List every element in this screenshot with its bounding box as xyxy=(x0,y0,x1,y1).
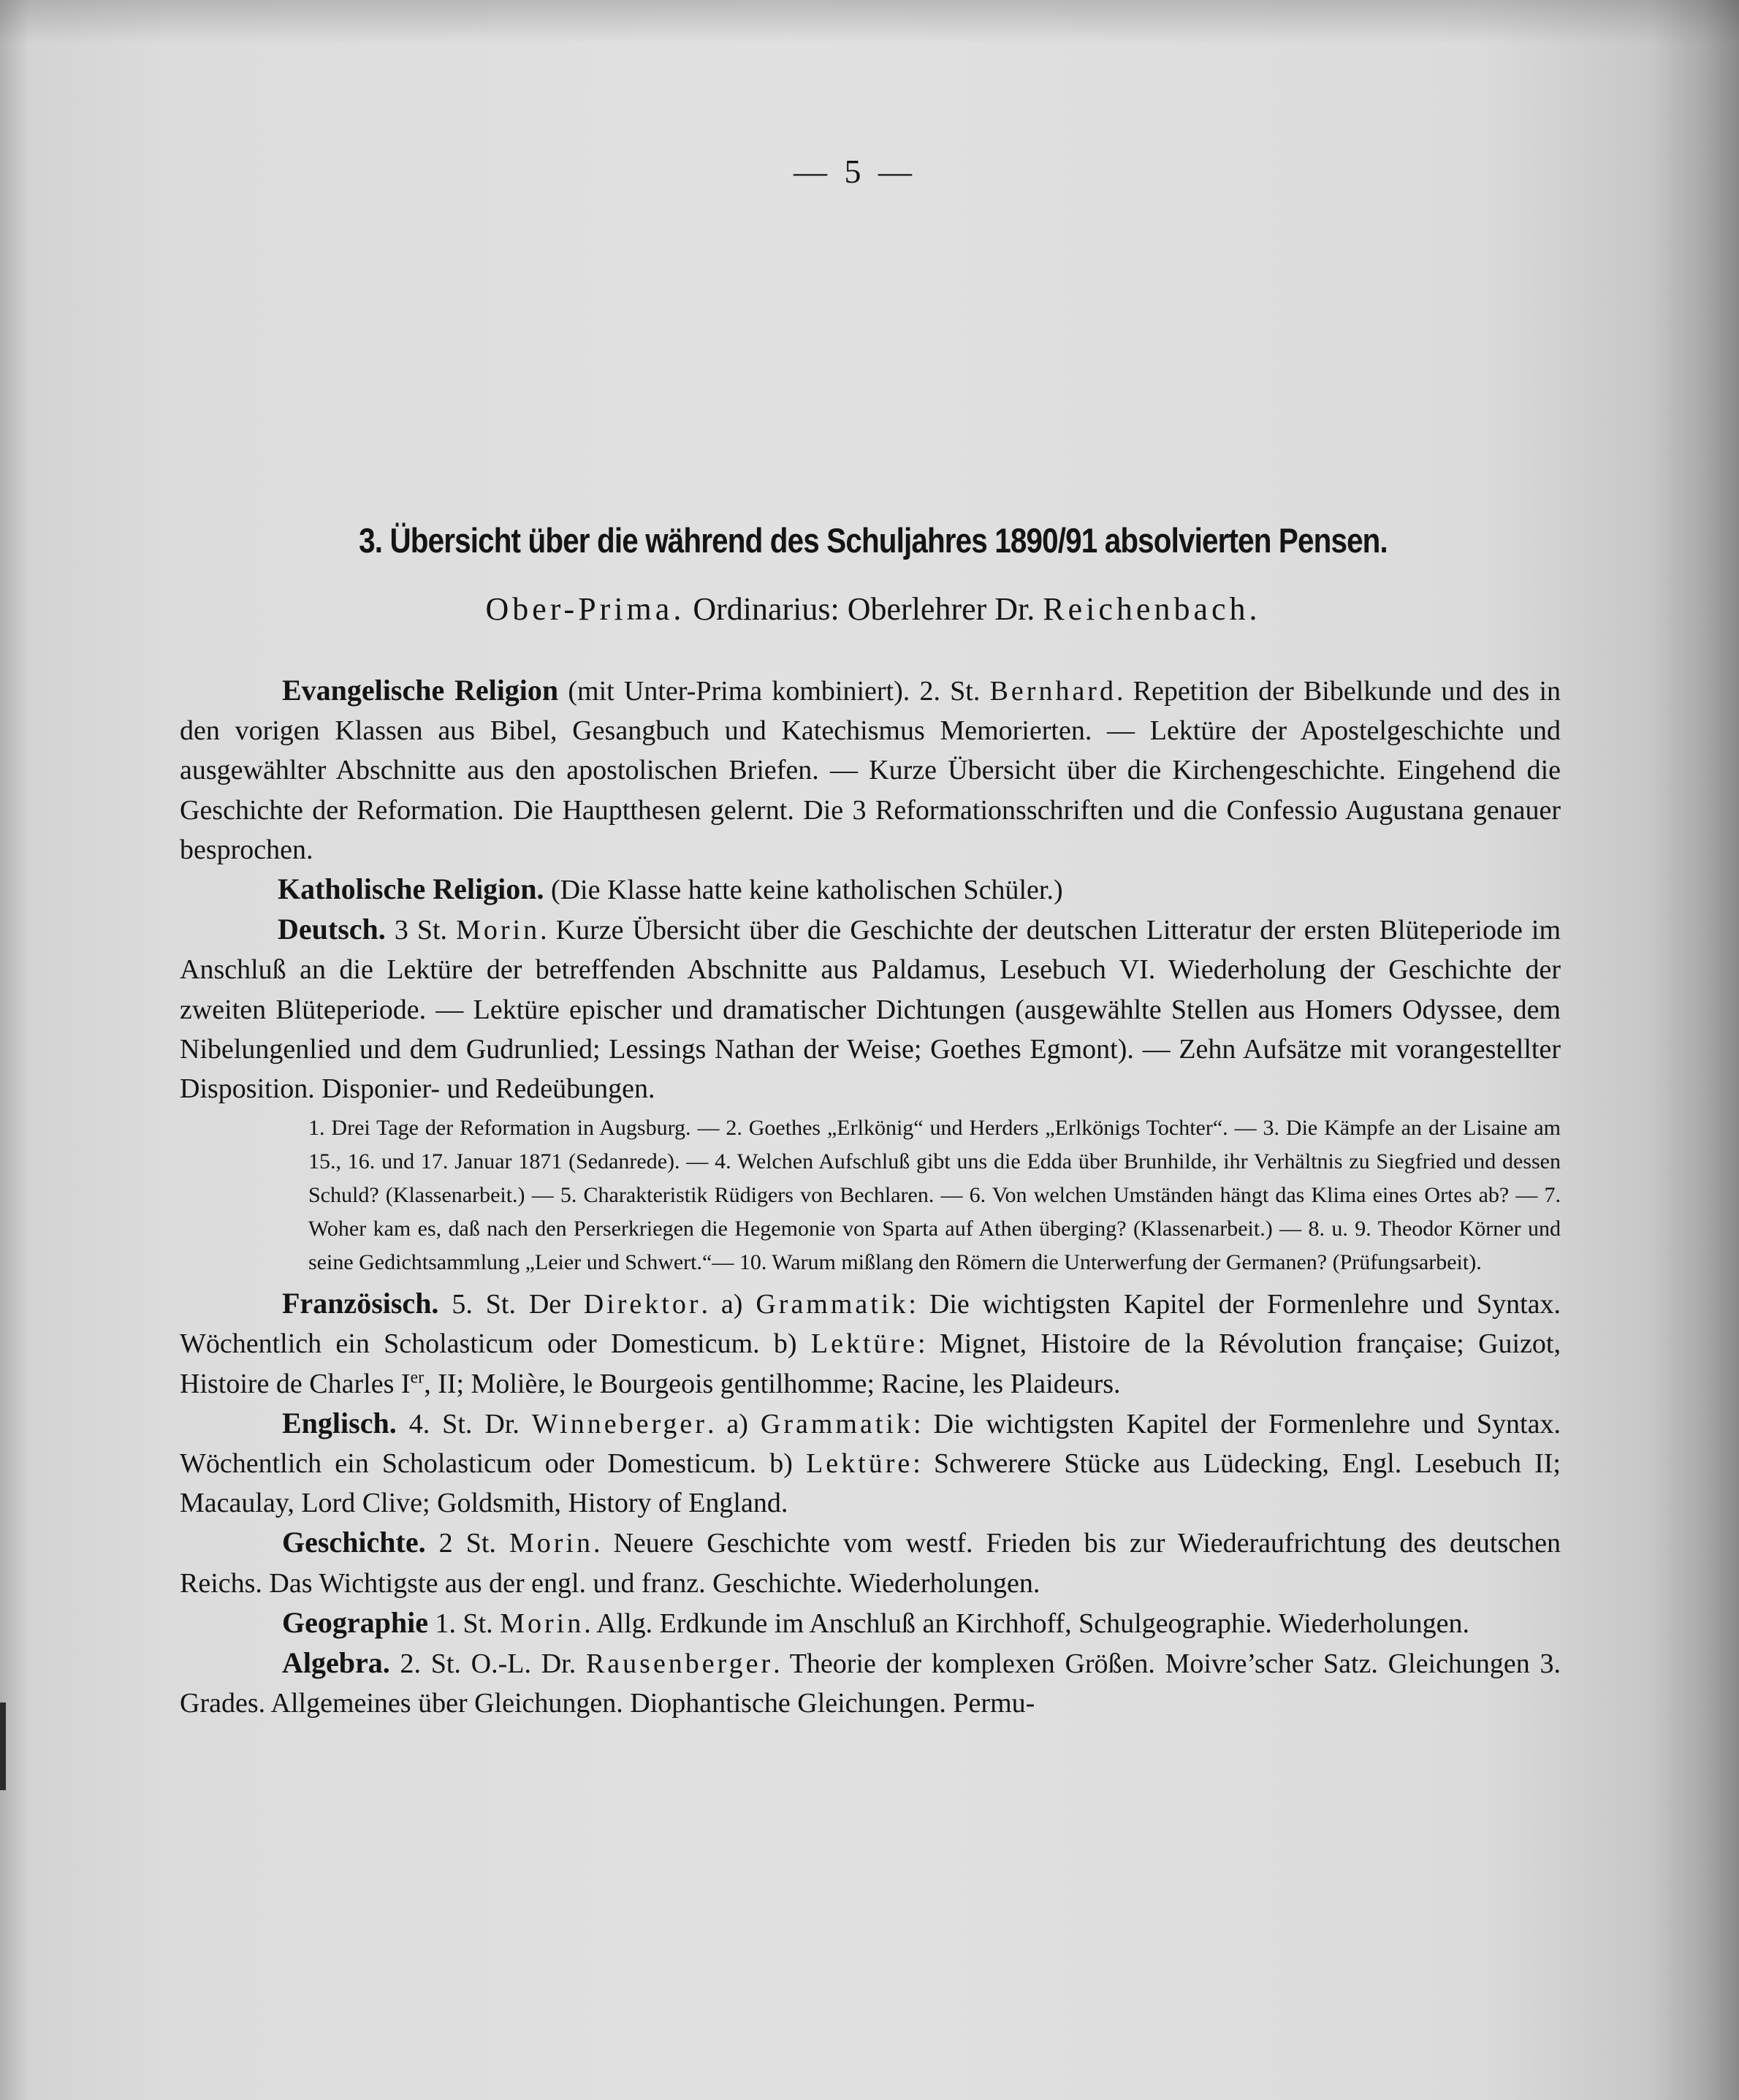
teacher-name: Reichenbach. xyxy=(1043,591,1261,627)
binding-mark xyxy=(0,1703,6,1790)
lektuere-label: Lektüre xyxy=(810,1328,918,1360)
subject-text: : Mignet, Histoire de la Révolution française; Guizot, Histoire de Charles I xyxy=(180,1328,1561,1399)
subject-text: . Neuere Geschichte vom westf. Frieden bis zur Wiederaufrichtung des deutschen Reichs. Das Wichtigste aus der engl. und franz. Geschichte. Wiederholungen. xyxy=(180,1528,1561,1599)
subject-text: 2 St. xyxy=(425,1528,509,1559)
ordinarius-label: Ordinarius: xyxy=(693,591,840,627)
subject-name: Geschichte. xyxy=(282,1526,426,1559)
teacher-title: Oberlehrer Dr. xyxy=(847,591,1035,627)
subject-text: . a) xyxy=(701,1289,756,1320)
subject-englisch xyxy=(180,1404,1561,1523)
superscript: er xyxy=(410,1367,425,1387)
subject-text: : Die wichtigsten Kapitel der Formenlehre und Syntax. Wöchentlich ein Scholasticum oder Domesticum. b) xyxy=(180,1289,1561,1360)
subject-text: . Allg. Erdkunde im Anschluß an Kirchhoff, Schulgeographie. Wiederholungen. xyxy=(584,1608,1469,1639)
subject-name: Französisch. xyxy=(282,1287,439,1320)
teacher-name: Direktor xyxy=(583,1289,701,1320)
subject-geschichte xyxy=(180,1523,1561,1602)
class-heading xyxy=(183,590,1564,628)
subject-geographie xyxy=(180,1603,1561,1643)
subject-text: . Kurze Übersicht über die Geschichte der deutschen Litteratur der ersten Blüteperiode im Anschluß an die Lektüre der betreffenden Abschnitte aus Paldamus, Lesebuch VI. Wiederholung der Geschichte der zweiten Blüteperiode. — Lektüre epischer und dramatischer Dichtungen (ausgewählte Stellen aus Homers Odyssee, dem Nibelungenlied und dem Gudrunlied; Lessings Nathan der Weise; Goethes Egmont). — Zehn Aufsätze mit vorangestellter Disposition. Disponier- und Redeübungen. xyxy=(180,915,1561,1105)
subject-name: Englisch. xyxy=(282,1406,397,1439)
teacher-name: Bernhard xyxy=(989,676,1116,707)
essay-topics-list xyxy=(180,1111,1561,1279)
essay-topics-text: 1. Drei Tage der Reformation in Augsburg. — 2. Goethes „Erlkönig“ und Herders „Erlkönigs Tochter“. — 3. Die Kämpfe an der Lisaine am 15., 16. und 17. Januar 1871 (Sedanrede). — 4. Welchen Aufschluß gibt uns die Edda über Brunhilde, ihr Verhältnis zu Siegfried und dessen Schuld? (Klassenarbeit.) — 5. Charakteristik Rüdigers von Bechlaren. — 6. Von welchen Umständen hängt das Klima eines Ortes ab? — 7. Woher kam es, daß nach den Perserkriegen die Hegemonie von Sparta auf Athen überging? (Klassenarbeit.) — 8. u. 9. Theodor Körner und seine Gedichtsammlung „Leier und Schwert.“— 10. Warum mißlang den Römern die Unterwerfung der Germanen? (Prüfungsarbeit). xyxy=(308,1116,1561,1275)
subjects-body xyxy=(180,671,1561,1723)
subject-name: Algebra. xyxy=(282,1646,390,1680)
subject-text: 4. St. Dr. xyxy=(396,1408,532,1439)
grammatik-label: Grammatik xyxy=(756,1289,909,1320)
subject-evangelische-religion xyxy=(180,671,1561,870)
subject-text: (mit Unter-Prima kombiniert). 2. St. xyxy=(558,676,990,707)
subject-deutsch xyxy=(180,910,1561,1108)
subject-text: : Schwerere Stücke aus Lüdecking, Engl. Lesebuch II; Macaulay, Lord Clive; Goldsmith, History of England. xyxy=(180,1448,1561,1519)
subject-name: Geographie xyxy=(282,1605,428,1639)
grammatik-label: Grammatik xyxy=(760,1408,913,1439)
subject-algebra xyxy=(180,1643,1561,1723)
subject-text: 1. St. xyxy=(427,1608,501,1639)
subject-text: . Repetition der Bibelkunde und des in den vorigen Klassen aus Bibel, Gesangbuch und Katechismus Memorierten. — Lektüre der Apostelgeschichte und ausgewählter Abschnitte aus den apostolischen Briefen. — Kurze Übersicht über die Kirchengeschichte. Eingehend die Geschichte der Reformation. Die Hauptthesen gelernt. Die 3 Reformationsschriften und die Confessio Augustana genauer besprochen. xyxy=(180,676,1561,865)
page-shadow-top xyxy=(0,0,1739,44)
subject-text: . Theorie der komplexen Größen. Moivre’scher Satz. Gleichungen 3. Grades. Allgemeines über Gleichungen. Diophantische Gleichungen. Permu- xyxy=(180,1648,1561,1719)
teacher-name: Rausenberger xyxy=(585,1648,774,1680)
subject-text: (Die Klasse hatte keine katholischen Schüler.) xyxy=(544,875,1063,906)
subject-text: , II; Molière, le Bourgeois gentilhomme; Racine, les Plaideurs. xyxy=(424,1368,1121,1399)
page-number: — 5 — xyxy=(794,153,916,190)
subject-text: . a) xyxy=(707,1408,761,1439)
subject-katholische-religion xyxy=(180,870,1561,910)
subject-name: Deutsch. xyxy=(278,913,386,946)
class-name: Ober-Prima. xyxy=(485,591,685,627)
teacher-name: Morin xyxy=(456,915,541,946)
teacher-name: Morin xyxy=(509,1528,593,1559)
subject-text: 5. St. Der xyxy=(438,1289,584,1320)
subject-text: 2. St. O.-L. Dr. xyxy=(389,1648,586,1680)
section-title: 3. Übersicht über die während des Schuljahres 1890/91 absolvierten Pensen. xyxy=(359,521,1388,560)
page-shadow-right xyxy=(1651,0,1739,2100)
subject-name: Evangelische Religion xyxy=(282,674,559,707)
subject-text: : Die wichtigsten Kapitel der Formenlehre und Syntax. Wöchentlich ein Scholasticum oder Domesticum. b) xyxy=(180,1408,1561,1480)
subject-franzoesisch xyxy=(180,1284,1561,1404)
lektuere-label: Lektüre xyxy=(806,1448,913,1480)
subject-text: 3 St. xyxy=(385,915,457,946)
teacher-name: Morin xyxy=(500,1608,585,1639)
teacher-name: Winneberger xyxy=(531,1408,707,1439)
subject-name: Katholische Religion. xyxy=(278,872,544,906)
